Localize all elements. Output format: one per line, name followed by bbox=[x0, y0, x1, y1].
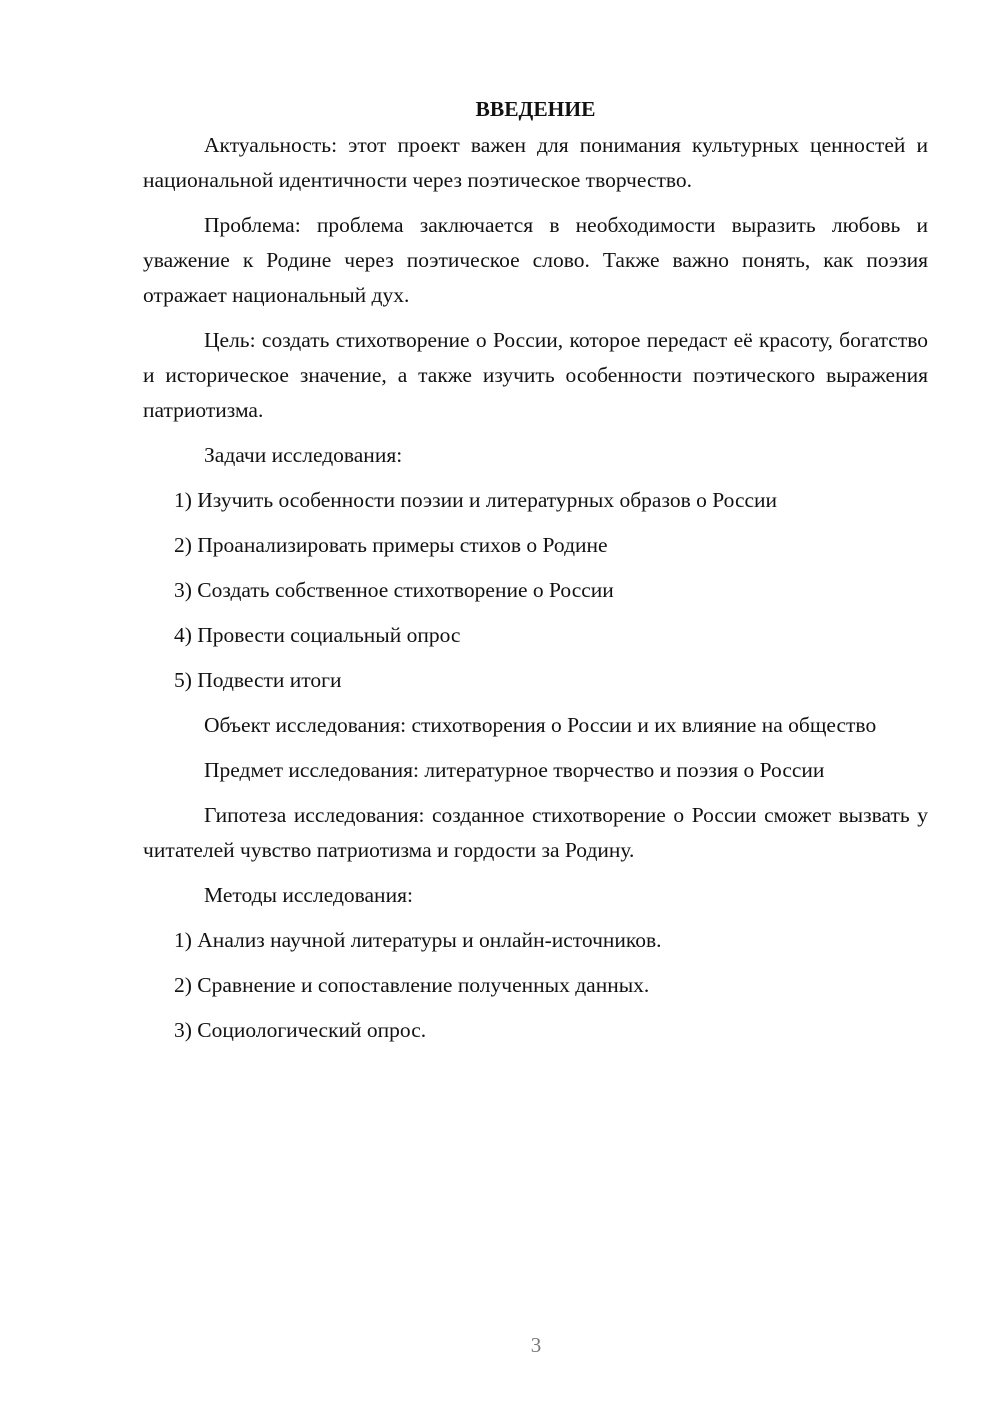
tasks-heading: Задачи исследования: bbox=[204, 443, 403, 467]
list-item: 1) Изучить особенности поэзии и литературных образов о России bbox=[174, 488, 778, 512]
list-item: 2) Сравнение и сопоставление полученных данных. bbox=[174, 973, 650, 997]
methods-list bbox=[143, 923, 928, 1048]
list-item: 1) Анализ научной литературы и онлайн-источников. bbox=[174, 928, 662, 952]
object-paragraph: Объект исследования: стихотворения о России и их влияние на общество bbox=[204, 713, 877, 737]
list-item: 2) Проанализировать примеры стихов о Родине bbox=[174, 533, 608, 557]
subject-paragraph: Предмет исследования: литературное творчество и поэзия о России bbox=[204, 758, 825, 782]
methods-heading: Методы исследования: bbox=[204, 883, 413, 907]
problem-paragraph: Проблема: проблема заключается в необходимости выразить любовь и уважение к Родине через поэтическое слово. Также важно понять, как поэзия отражает национальный дух. bbox=[143, 213, 928, 307]
section-title: ВВЕДЕНИЕ bbox=[475, 97, 596, 121]
relevance-paragraph: Актуальность: этот проект важен для понимания культурных ценностей и национальной идентичности через поэтическое творчество. bbox=[143, 133, 928, 192]
list-item: 5) Подвести итоги bbox=[174, 668, 342, 692]
tasks-list bbox=[143, 483, 928, 698]
page-number: 3 bbox=[530, 1333, 542, 1357]
goal-paragraph: Цель: создать стихотворение о России, которое передаст её красоту, богатство и историческое значение, а также изучить особенности поэтического выражения патриотизма. bbox=[143, 328, 928, 422]
list-item: 4) Провести социальный опрос bbox=[174, 623, 461, 647]
page-content bbox=[143, 92, 928, 1048]
list-item: 3) Социологический опрос. bbox=[174, 1018, 427, 1042]
hypothesis-paragraph: Гипотеза исследования: созданное стихотворение о России сможет вызвать у читателей чувство патриотизма и гордости за Родину. bbox=[143, 803, 928, 862]
list-item: 3) Создать собственное стихотворение о России bbox=[174, 578, 614, 602]
